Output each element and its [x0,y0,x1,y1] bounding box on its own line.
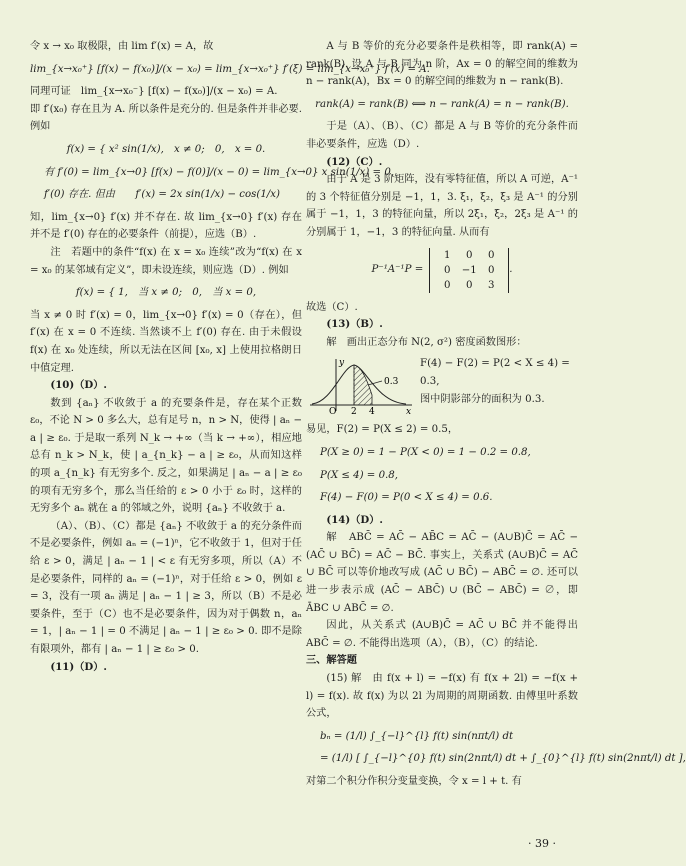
matrix-cell: 0 [444,264,451,276]
equation: f′(0) 存在. 但由 f′(x) = 2x sin(1/x) − cos(1/x) [44,189,280,201]
paragraph: A 与 B 等价的充分必要条件是秩相等，即 rank(A) = rank(B). 设 A 与 B 同为 n 阶，Ax = 0 的解空间的维数为 n − rank(A)，Bx = 0 的解空间的维数为 n − rank(B). [306,41,578,88]
equation: bₙ = (1/l) ∫_{−l}^{l} f(t) sin(nπt/l) dt [320,730,514,742]
equation: lim_{x→x₀⁺} [f(x) − f(x₀)]/(x − x₀) = lim_{x→x₀⁺} f′(ξ) = lim_{x→x₀⁺} f′(x) = A. [30,63,430,75]
paragraph: 解 画出正态分布 N(2, σ²) 密度函数图形： [326,336,527,348]
section-heading: 三、解答题 [306,654,357,667]
equation: 有 f′(0) = lim_{x→0} [f(x) − f(0)]/(x − 0) = lim_{x→0} x sin(1/x) = 0, [44,166,395,178]
matrix-cell: 1 [444,249,451,261]
paragraph: 故选（C）. [306,301,358,313]
origin-label: O [329,407,337,418]
matrix-cell: 0 [488,264,495,276]
paragraph: 同理可证 lim_{x→x₀⁻} [f(x) − f(x₀)]/(x − x₀) = A. [30,86,278,98]
paragraph: (15) 解 由 f(x + l) = −f(x) 有 f(x + 2l) = −f(x + l) = f(x). 故 f(x) 为以 2l 为周期的周期函数. 由傅里叶系数公式， [306,673,578,720]
matrix-cell: −1 [461,264,477,276]
paragraph: 当 x ≠ 0 时 f′(x) = 0，lim_{x→0} f′(x) = 0（存在），但 f′(x) 在 x = 0 不连续. 当然谈不上 f′(0) 存在. 由于未假设 f(x) 在 x₀ 处连续，所以无法在区间 [x₀, x] 上使用拉格朗日中值定理. [30,309,302,374]
answer-heading: (11)（D）. [50,660,107,673]
paragraph: 于是（A）、（B）、（C）都是 A 与 B 等价的充分条件而非必要条件，应选（D）. [306,121,578,150]
answer-heading: (12)（C）. [326,155,383,168]
paragraph: 令 x → x₀ 取极限，由 lim f′(x) = A，故 [30,41,214,52]
page-number: · 39 · [528,837,556,850]
side-caption: 图中阴影部分的面积为 0.3. [420,393,545,405]
paragraph: 知，lim_{x→0} f′(x) 并不存在. 故 lim_{x→0} f′(x) 存在并不是 f′(0) 存在的必要条件（前提），应选（B）. [30,211,302,241]
y-axis-label: y [339,358,345,369]
paragraph: （A）、（B）、（C）都是 {aₙ} 不收敛于 a 的充分条件而不是必要条件，例如 aₙ = (−1)ⁿ，它不收敛于 1，但对于任给 ε > 0，满足 | aₙ − 1 | < ε 有无穷多项，所以（A）不是必要条件，同样的 aₙ = (−1)ⁿ，对于任给 ε > 0，例如 ε = 3，没有一项 aₙ 满足 | aₙ − 1 | ≥ 3，所以（B）不是必要条件，至于（C）也不是必要条件，因为对于偶数 n，aₙ = 1，| aₙ − 1 | = 0 不满足 | aₙ − 1 | ≥ ε₀ > 0. 即不是除有限项外，都有 | aₙ − 1 | ≥ ε₀ > 0. [30,520,302,655]
figure-side-text [416,355,578,408]
equation: = (1/l) [ ∫_{−l}^{0} f(t) sin(2nπt/l) dt + ∫_{0}^{l} f(t) sin(2nπt/l) dt ], [320,753,686,765]
matrix-cell: 0 [466,249,473,261]
matrix-period: . [509,264,513,276]
matrix-cell: 3 [488,279,495,291]
equation: P(X ≤ 4) = 0.8, [320,469,399,481]
tick-label-2: 2 [351,407,357,418]
figure-row [306,355,578,417]
paragraph: 因此，从关系式 (A∪B)C̄ = AC̄ ∪ BC̄ 并不能得出 ABC̄ = ∅. 不能得出选项（A），（B），（C）的结论. [306,620,578,649]
matrix [429,248,509,293]
matrix-lhs: P⁻¹A⁻¹P = [371,264,424,276]
answer-heading: (14)（D）. [326,513,383,526]
paragraph: 由于 A 是 3 阶矩阵，没有零特征值，所以 A 可逆，A⁻¹ 的 3 个特征值分别是 −1，1，3. ξ₁，ξ₂，ξ₃ 是 A⁻¹ 的分别属于 −1，1，3 的特征向量，所以 2ξ₁，ξ₂，2ξ₃ 是 A⁻¹ 的分别属于 1，−1，3 的特征向量. 从而有 [306,174,578,238]
matrix-cell: 0 [444,279,451,291]
paragraph: 数到 {aₙ} 不收敛于 a 的充要条件是，存在某个正数 ε₀，不论 N > 0 多么大，总有足号 n，n > N，使得 | aₙ − a | ≥ ε₀. 于是取一系列 N_k → +∞（当 k → +∞），相应地总有 n_k > N_k，使 | a_{n_k} − a | ≥ ε₀，从而知这样的项 a_{n_k} 有无穷多个. 反之，如果满足 | aₙ − a | ≥ ε₀ 的项有无穷多个，那么当任给的 ε > 0 小于 ε₀ 时，这样的无穷多个 aₙ 就在 a 的邻域之外，说明 {aₙ} 不收敛于 a. [30,397,302,515]
side-equation: F(4) − F(2) = P(2 < X ≤ 4) = 0.3, [420,358,570,387]
equation: F(4) − F(0) = P(0 < X ≤ 4) = 0.6. [320,492,493,504]
equation: f(x) = { x² sin(1/x), x ≠ 0; 0, x = 0. [66,143,266,155]
matrix-cell: 0 [488,249,495,261]
paragraph: 即 f′(x₀) 存在且为 A. 所以条件是充分的. 但是条件并非必要. 例如 [30,103,302,133]
answer-heading: (13)（B）. [326,318,383,331]
annotation-leader [368,381,382,385]
equation: f(x) = { 1, 当 x ≠ 0; 0, 当 x = 0, [75,287,257,299]
paragraph: 对第二个积分作积分变量变换，令 x = l + t. 有 [306,776,522,787]
matrix-cell: 0 [466,279,473,291]
paragraph: 易见，F(2) = P(X ≤ 2) = 0.5， [306,424,459,436]
equation: rank(A) = rank(B) ⟺ n − rank(A) = n − rank(B). [315,98,569,110]
matrix-equation [306,248,578,293]
normal-density-figure [306,355,416,417]
x-axis-label: x [406,407,412,418]
answer-heading: (10)（D）. [50,379,107,392]
right-column [306,38,686,791]
paragraph: 解 ABC̄ = AC̄ − AB̄C = AC̄ − (A∪B)C̄ = AC̄ − (AC̄ ∪ BC̄) = AC̄ − BC̄. 事实上，关系式 (A∪B)C̄ = AC̄ ∪ BC̄ 可以等价地改写成 (AC̄ ∪ BC̄) − ABC̄ = ∅. 还可以进一步表示成 (AC̄ − ABC̄) ∪ (BC̄ − ABC̄) = ∅，即 ĀBC ∪ ABC̄ = ∅. [306,532,578,614]
tick-label-4: 4 [369,407,375,418]
area-label: 0.3 [384,377,399,388]
equation: P(X ≥ 0) = 1 − P(X < 0) = 1 − 0.2 = 0.8, [320,446,531,458]
note-paragraph: 注 若题中的条件“f(x) 在 x = x₀ 连续”改为“f(x) 在 x = x₀ 的某邻域有定义”，即未设连续，则应选（D）. 例如 [30,246,302,276]
